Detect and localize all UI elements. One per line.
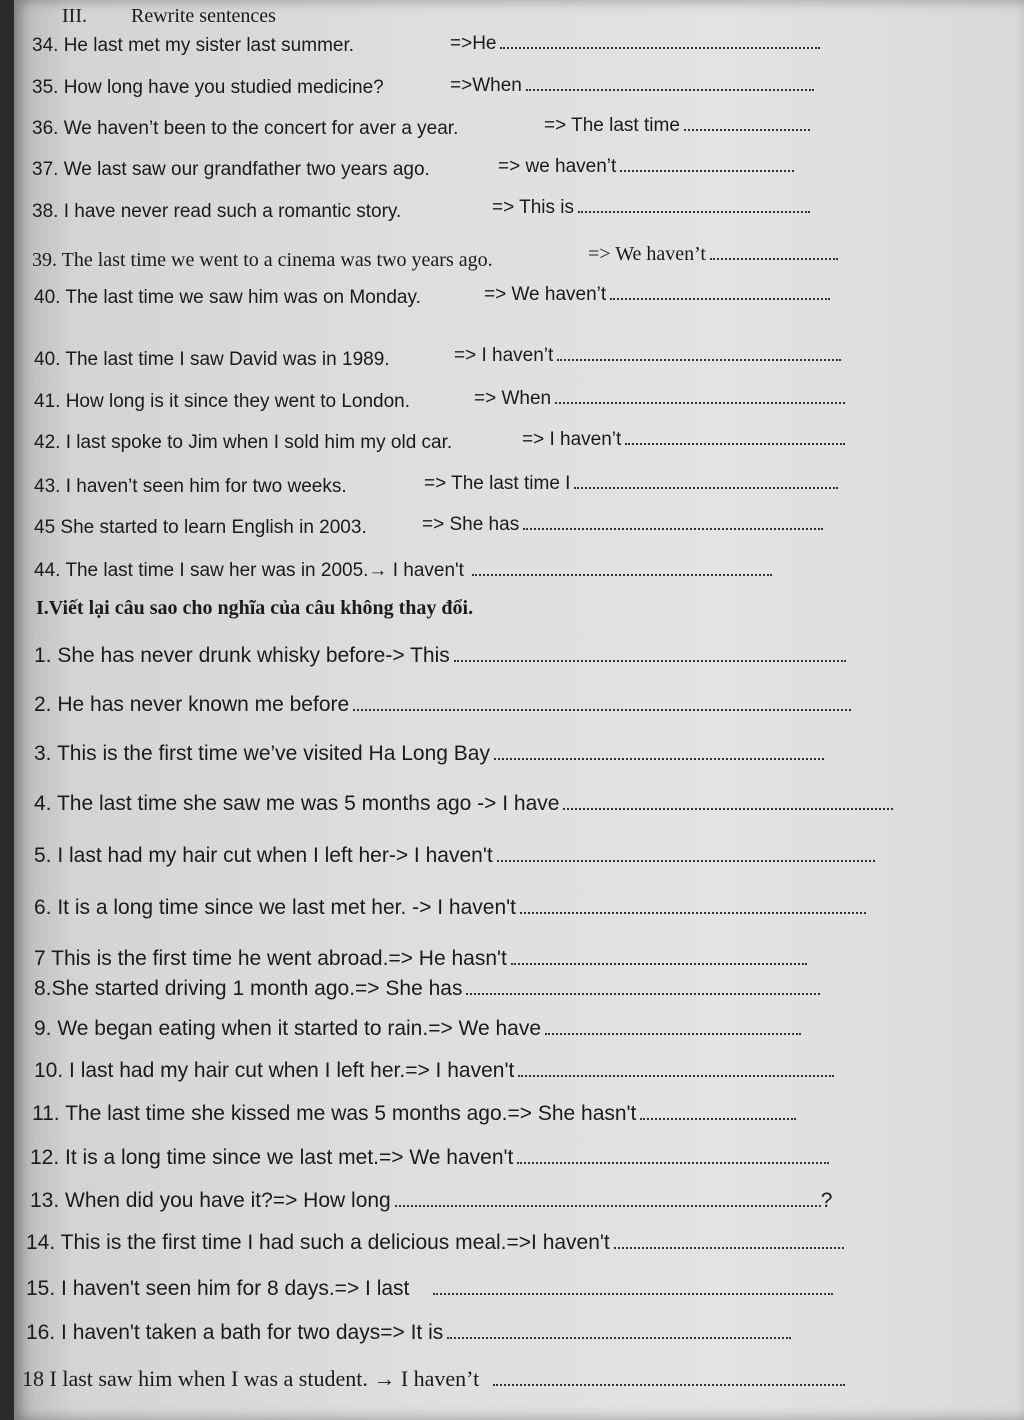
dotted-line [574, 485, 838, 489]
answer-prompt: => This is [492, 197, 575, 218]
answer-blank[interactable] [424, 474, 838, 493]
answer-prompt: => She has [422, 514, 520, 535]
answer-prompt: => we haven’t [498, 156, 617, 177]
dotted-line [454, 658, 846, 662]
exercise-item[interactable] [34, 793, 893, 814]
item-sentence: 2. He has never known me before [34, 693, 350, 716]
item-sentence: 4. The last time she saw me was 5 months ago -> I have [34, 792, 560, 815]
item-sentence: 9. We began eating when it started to rain.=> We have [34, 1017, 542, 1040]
dotted-line [395, 1203, 821, 1207]
dotted-line [517, 1160, 829, 1164]
exercise-item [34, 288, 421, 307]
dotted-line [563, 806, 893, 810]
item-sentence: 16. I haven't taken a bath for two days=> It is [26, 1321, 444, 1344]
dotted-line [518, 1073, 834, 1077]
item-sentence: 13. When did you have it?=> How long [30, 1189, 391, 1212]
answer-blank[interactable] [588, 244, 838, 264]
exercise-item[interactable] [22, 1368, 845, 1390]
exercise-item [34, 392, 410, 411]
answer-blank[interactable] [484, 285, 830, 304]
answer-prompt: => The last time I [424, 473, 571, 494]
dotted-line [447, 1335, 791, 1339]
exercise-item [34, 350, 390, 369]
item-sentence: 6. It is a long time since we last met her. -> I haven't [34, 896, 516, 919]
exercise-item[interactable] [30, 1147, 829, 1168]
section-1-title: I.Viết lại câu sao cho nghĩa của câu không thay đổi. [36, 597, 474, 619]
answer-blank[interactable] [422, 515, 823, 534]
exercise-item[interactable] [34, 897, 866, 918]
dotted-line [523, 526, 823, 530]
item-sentence: 8.She started driving 1 month ago.=> She has [34, 977, 463, 1000]
answer-prompt: => We haven’t [484, 284, 607, 305]
dotted-line [433, 1291, 833, 1295]
dotted-line [520, 910, 866, 914]
item-sentence: 10. I last had my hair cut when I left her.=> I haven't [34, 1059, 515, 1082]
answer-blank[interactable] [522, 430, 845, 449]
exercise-item[interactable] [34, 1018, 801, 1039]
answer-blank[interactable] [544, 116, 810, 135]
exercise-item[interactable] [26, 1232, 844, 1253]
exercise-item[interactable] [34, 645, 846, 666]
dotted-line [526, 87, 814, 91]
item-sentence: 18 I last saw him when I was a student. → I haven’t [22, 1366, 480, 1391]
answer-blank[interactable] [492, 198, 810, 217]
answer-blank[interactable] [450, 76, 814, 95]
exercise-item [34, 518, 367, 537]
exercise-item [34, 561, 772, 580]
exercise-item[interactable] [26, 1322, 791, 1343]
dotted-line [557, 357, 841, 361]
item-sentence: 39. The last time we went to a cinema was two years ago. [32, 249, 493, 271]
answer-blank[interactable] [498, 157, 794, 176]
dotted-line [545, 1031, 801, 1035]
answer-prompt: =>When [450, 75, 522, 96]
item-sentence: 42. I last spoke to Jim when I sold him my old car. [34, 432, 453, 453]
exercise-item [34, 433, 452, 452]
dotted-line [625, 441, 845, 445]
exercise-item [32, 119, 458, 138]
answer-prompt: => I haven’t [454, 345, 554, 366]
item-sentence: 38. I have never read such a romantic story. [32, 201, 402, 222]
answer-blank[interactable] [450, 34, 820, 53]
answer-prompt: => We haven’t [588, 243, 706, 265]
section-3-number: III. [62, 5, 87, 27]
answer-blank[interactable] [454, 346, 841, 365]
exercise-item [32, 202, 401, 221]
item-sentence: 15. I haven't seen him for 8 days.=> I last [26, 1277, 410, 1300]
question-mark: ? [820, 1189, 833, 1212]
item-sentence: 44. The last time I saw her was in 2005.→ I haven't [34, 560, 464, 581]
exercise-item[interactable] [34, 978, 820, 999]
answer-prompt: => When [474, 388, 552, 409]
exercise-item [32, 78, 384, 97]
answer-prompt: =>He [450, 33, 497, 54]
exercise-item [34, 477, 347, 496]
dotted-line [493, 1382, 845, 1386]
dotted-line [494, 756, 824, 760]
item-sentence: 7 This is the first time he went abroad.=> He hasn't [34, 947, 507, 970]
exercise-item[interactable] [30, 1190, 832, 1211]
answer-prompt: => The last time [544, 115, 680, 136]
dotted-line [710, 256, 838, 260]
dotted-line [614, 1245, 844, 1249]
exercise-item[interactable] [34, 743, 824, 764]
item-sentence: 3. This is the first time we’ve visited Ha Long Bay [34, 742, 490, 765]
dotted-line [684, 127, 810, 131]
item-sentence: 1. She has never drunk whisky before-> This [34, 644, 450, 667]
answer-prompt: => I haven’t [522, 429, 622, 450]
item-sentence: 14. This is the first time I had such a delicious meal.=>I haven't [26, 1231, 610, 1254]
dotted-line [497, 858, 875, 862]
item-sentence: 11. The last time she kissed me was 5 months ago.=> She hasn't [32, 1102, 637, 1125]
item-sentence: 5. I last had my hair cut when I left her-> I haven't [34, 844, 493, 867]
dotted-line [555, 400, 845, 404]
dotted-line [511, 961, 807, 965]
worksheet-page [14, 0, 1024, 1420]
dotted-line [466, 991, 820, 995]
exercise-item [32, 36, 354, 55]
item-sentence: 12. It is a long time since we last met.=> We haven't [30, 1146, 514, 1169]
item-sentence: 40. The last time we saw him was on Monday. [34, 287, 421, 308]
dotted-line[interactable] [472, 572, 772, 576]
dotted-line [353, 707, 851, 711]
exercise-item[interactable] [34, 845, 875, 866]
exercise-item[interactable] [26, 1278, 833, 1299]
exercise-item [32, 250, 493, 270]
dotted-line [640, 1116, 796, 1120]
answer-blank[interactable] [474, 389, 845, 408]
item-sentence: 34. He last met my sister last summer. [32, 35, 355, 56]
exercise-item[interactable] [34, 1060, 834, 1081]
dotted-line [500, 45, 820, 49]
dotted-line [620, 168, 794, 172]
exercise-item [32, 160, 430, 179]
dotted-line [610, 296, 830, 300]
item-sentence: 45 She started to learn English in 2003. [34, 517, 367, 538]
item-sentence: 40. The last time I saw David was in 1989. [34, 349, 390, 370]
item-sentence: 37. We last saw our grandfather two years ago. [32, 159, 430, 180]
item-sentence: 41. How long is it since they went to London. [34, 391, 411, 412]
dotted-line [578, 209, 810, 213]
exercise-item[interactable] [34, 694, 851, 715]
item-sentence: 35. How long have you studied medicine? [32, 77, 384, 98]
item-sentence: 36. We haven’t been to the concert for aver a year. [32, 118, 459, 139]
exercise-item[interactable] [32, 1103, 796, 1124]
item-sentence: 43. I haven’t seen him for two weeks. [34, 476, 347, 497]
exercise-item[interactable] [34, 948, 807, 969]
section-3-title: Rewrite sentences [131, 5, 276, 27]
